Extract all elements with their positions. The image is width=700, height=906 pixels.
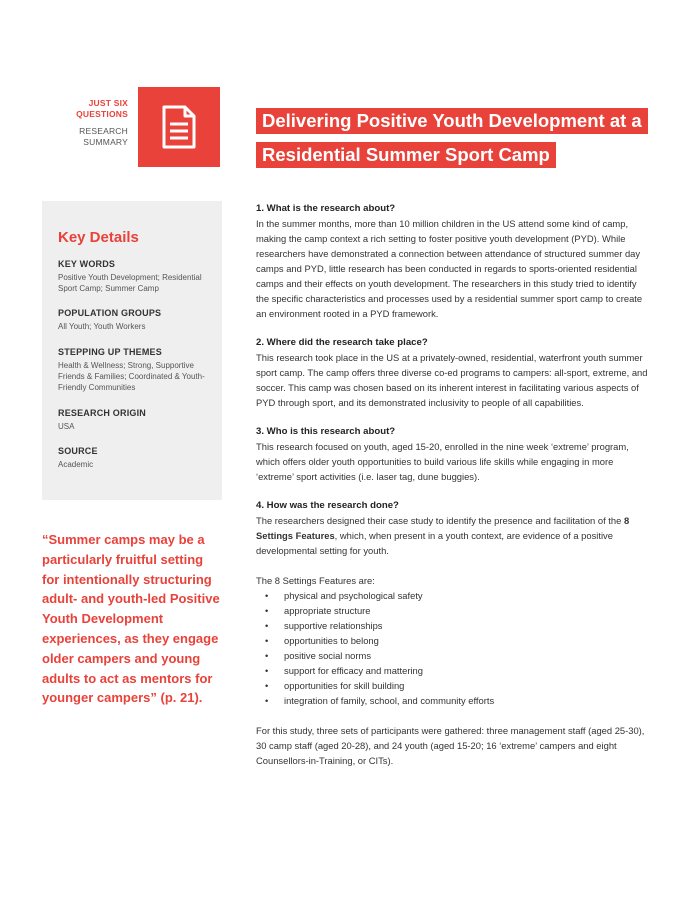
question-1-heading: 1. What is the research about? xyxy=(256,203,396,214)
stepping-up-themes-section xyxy=(58,346,214,393)
stepping-up-themes-text: Health & Wellness; Strong, Supportive Friends & Families; Coordinated & Youth-Friendly Communities xyxy=(58,361,205,392)
list-item: • appropriate structure xyxy=(256,603,651,618)
brand-title-line2: QUESTIONS xyxy=(76,109,128,119)
brand-subtitle-line2: SUMMARY xyxy=(83,137,128,147)
q4-text-start: The researchers designed their case study to identify the presence and facilitation of the xyxy=(256,515,624,526)
question-2-heading: 2. Where did the research take place? xyxy=(256,337,428,348)
key-words-label: KEY WORDS xyxy=(58,259,116,269)
key-details-panel xyxy=(42,201,222,500)
series-brand xyxy=(62,98,128,148)
list-item: • opportunities for skill building xyxy=(256,678,651,693)
source-label: SOURCE xyxy=(58,446,98,456)
research-origin-section xyxy=(58,407,214,432)
list-item: • positive social norms xyxy=(256,648,651,663)
key-details-heading: Key Details xyxy=(58,229,139,246)
stepping-up-themes-label: STEPPING UP THEMES xyxy=(58,347,162,357)
question-2-text: This research took place in the US at a privately-owned, residential, waterfront youth summer sport camp. The camp offers three diverse co-ed programs to campers: all-sport, extreme, and soccer. This camp was chosen based on its inherent interest in facilitating various aspects of PYD through sport, and its demonstrated inclusivity to people of all capabilities. xyxy=(256,352,648,408)
brand-subtitle-line1: RESEARCH xyxy=(79,126,128,136)
list-item: • supportive relationships xyxy=(256,618,651,633)
research-origin-label: RESEARCH ORIGIN xyxy=(58,408,147,418)
question-3-text: This research focused on youth, aged 15-20, enrolled in the nine week ‘extreme’ program, which offers older youth opportunities to build various life skills while engaging in more ‘extreme’ sport activities (i.e. laser tag, dune buggies). xyxy=(256,441,629,482)
question-4-heading: 4. How was the research done? xyxy=(256,500,399,511)
key-words-text: Positive Youth Development; Residential Sport Camp; Summer Camp xyxy=(58,273,202,293)
list-item: • physical and psychological safety xyxy=(256,588,651,603)
settings-features-term: 8 Settings Features xyxy=(256,515,630,541)
population-groups-label: POPULATION GROUPS xyxy=(58,308,162,318)
source-text: Academic xyxy=(58,460,94,469)
features-intro: The 8 Settings Features are: xyxy=(256,575,375,586)
page-title xyxy=(256,108,656,168)
list-item: • integration of family, school, and community efforts xyxy=(256,693,651,708)
population-groups-text: All Youth; Youth Workers xyxy=(58,322,146,331)
title-line-2: Residential Summer Sport Camp xyxy=(256,142,556,168)
question-4-text xyxy=(256,513,651,558)
list-item: • opportunities to belong xyxy=(256,633,651,648)
features-list xyxy=(256,588,651,708)
list-item: • support for efficacy and mattering xyxy=(256,663,651,678)
main-content xyxy=(256,202,651,768)
key-words-section xyxy=(58,258,214,294)
question-3-heading: 3. Who is this research about? xyxy=(256,426,396,437)
pull-quote: “Summer camps may be a particularly fruitful setting for intentionally structuring adult- and youth-led Positive Youth Development experiences, as they engage older campers and young adults to act as mentors for younger campers” (p. 21). xyxy=(42,532,220,706)
q4-text-end: , which, when present in a youth context, are evidence of a positive developmental setting for youth. xyxy=(256,530,613,556)
document-icon xyxy=(161,104,197,150)
brand-title-line1: JUST SIX xyxy=(88,98,128,108)
source-section xyxy=(58,445,214,470)
title-line-1: Delivering Positive Youth Development at a xyxy=(256,108,648,134)
population-groups-section xyxy=(58,307,214,332)
participants-text: For this study, three sets of participants were gathered: three management staff (aged 25-30), 30 camp staff (aged 20-28), and 24 youth (aged 15-20; 16 ‘extreme’ campers and eight Counsellors-in-Training, or CITs). xyxy=(256,725,645,766)
document-icon-box xyxy=(138,87,220,167)
question-1-text: In the summer months, more than 10 million children in the US attend some kind of camp, making the camp context a rich setting to foster positive youth development (PYD). While researchers have demonstrated a connection between attendance of structured summer day camps and PYD, little research has been conducted in regards to sports-oriented residential camps and their effects on youth development. The researchers in this study tried to identify the specific characteristics and processes used by a residential summer sport camp to create an environment rooted in a PYD framework. xyxy=(256,218,643,319)
research-origin-text: USA xyxy=(58,422,75,431)
